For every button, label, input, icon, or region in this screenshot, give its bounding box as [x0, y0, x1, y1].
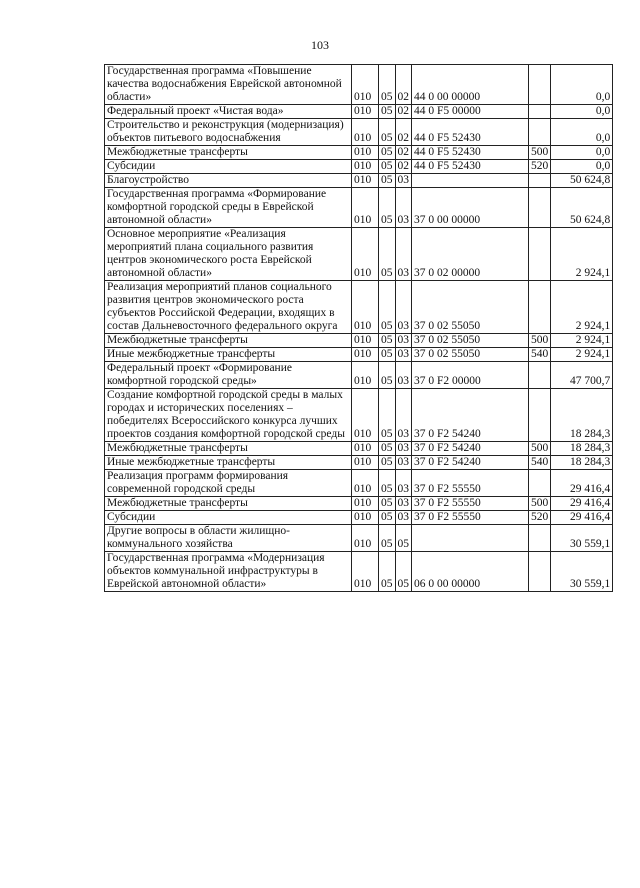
target-article-cell: 06 0 00 00000	[412, 552, 529, 592]
admin-code-cell: 010	[352, 511, 379, 525]
row-name-cell: Создание комфортной городской среды в малых городах и исторических поселениях – победителях Всероссийского конкурса лучших проектов создания комфортной городской среды	[105, 389, 352, 442]
row-name-cell: Основное мероприятие «Реализация мероприятий плана социального развития центров экономического роста Еврейской автономной области»	[105, 228, 352, 281]
amount-cell: 18 284,3	[551, 389, 613, 442]
amount-cell: 2 924,1	[551, 281, 613, 334]
expense-type-cell	[529, 65, 551, 105]
row-name-cell: Межбюджетные трансферты	[105, 146, 352, 160]
subsection-code-cell: 03	[395, 456, 412, 470]
target-article-cell: 44 0 F5 52430	[412, 119, 529, 146]
target-article-cell: 37 0 F2 55550	[412, 470, 529, 497]
row-name-cell: Благоустройство	[105, 174, 352, 188]
amount-cell: 18 284,3	[551, 442, 613, 456]
amount-cell: 2 924,1	[551, 228, 613, 281]
target-article-cell	[412, 174, 529, 188]
expense-type-cell: 500	[529, 497, 551, 511]
budget-table-body	[105, 65, 613, 592]
target-article-cell: 37 0 00 00000	[412, 188, 529, 228]
target-article-cell: 44 0 F5 52430	[412, 160, 529, 174]
amount-cell: 29 416,4	[551, 470, 613, 497]
subsection-code-cell: 02	[395, 105, 412, 119]
subsection-code-cell: 03	[395, 174, 412, 188]
section-code-cell: 05	[379, 470, 396, 497]
section-code-cell: 05	[379, 362, 396, 389]
table-row	[105, 348, 613, 362]
amount-cell: 29 416,4	[551, 511, 613, 525]
expense-type-cell	[529, 525, 551, 552]
row-name-cell: Реализация мероприятий планов социального развития центров экономического роста субъектов Российской Федерации, входящих в состав Дальневосточного федерального округа	[105, 281, 352, 334]
admin-code-cell: 010	[352, 119, 379, 146]
table-row	[105, 525, 613, 552]
subsection-code-cell: 03	[395, 511, 412, 525]
section-code-cell: 05	[379, 525, 396, 552]
subsection-code-cell: 03	[395, 334, 412, 348]
target-article-cell: 37 0 02 55050	[412, 348, 529, 362]
amount-cell: 29 416,4	[551, 497, 613, 511]
expense-type-cell: 500	[529, 442, 551, 456]
expense-type-cell: 520	[529, 511, 551, 525]
admin-code-cell: 010	[352, 334, 379, 348]
table-row	[105, 334, 613, 348]
expense-type-cell	[529, 389, 551, 442]
expense-type-cell	[529, 470, 551, 497]
table-row	[105, 442, 613, 456]
section-code-cell: 05	[379, 511, 396, 525]
amount-cell: 0,0	[551, 65, 613, 105]
expense-type-cell: 540	[529, 456, 551, 470]
row-name-cell: Строительство и реконструкция (модернизация) объектов питьевого водоснабжения	[105, 119, 352, 146]
admin-code-cell: 010	[352, 456, 379, 470]
row-name-cell: Межбюджетные трансферты	[105, 442, 352, 456]
table-row	[105, 228, 613, 281]
target-article-cell: 37 0 F2 55550	[412, 497, 529, 511]
section-code-cell: 05	[379, 160, 396, 174]
admin-code-cell: 010	[352, 442, 379, 456]
subsection-code-cell: 02	[395, 160, 412, 174]
amount-cell: 30 559,1	[551, 552, 613, 592]
target-article-cell: 37 0 F2 55550	[412, 511, 529, 525]
subsection-code-cell: 03	[395, 389, 412, 442]
admin-code-cell: 010	[352, 281, 379, 334]
amount-cell: 0,0	[551, 160, 613, 174]
section-code-cell: 05	[379, 552, 396, 592]
expense-type-cell	[529, 174, 551, 188]
subsection-code-cell: 03	[395, 228, 412, 281]
amount-cell: 0,0	[551, 105, 613, 119]
table-row	[105, 146, 613, 160]
row-name-cell: Межбюджетные трансферты	[105, 497, 352, 511]
page-number: 103	[311, 38, 329, 52]
section-code-cell: 05	[379, 105, 396, 119]
expense-type-cell	[529, 188, 551, 228]
row-name-cell: Государственная программа «Модернизация объектов коммунальной инфраструктуры в Еврейской автономной области»	[105, 552, 352, 592]
target-article-cell: 37 0 02 55050	[412, 281, 529, 334]
admin-code-cell: 010	[352, 497, 379, 511]
expense-type-cell	[529, 119, 551, 146]
target-article-cell: 44 0 F5 52430	[412, 146, 529, 160]
table-row	[105, 65, 613, 105]
amount-cell: 0,0	[551, 146, 613, 160]
row-name-cell: Субсидии	[105, 160, 352, 174]
admin-code-cell: 010	[352, 160, 379, 174]
target-article-cell: 37 0 02 55050	[412, 334, 529, 348]
expense-type-cell: 500	[529, 146, 551, 160]
section-code-cell: 05	[379, 65, 396, 105]
section-code-cell: 05	[379, 497, 396, 511]
section-code-cell: 05	[379, 146, 396, 160]
amount-cell: 47 700,7	[551, 362, 613, 389]
row-name-cell: Иные межбюджетные трансферты	[105, 456, 352, 470]
admin-code-cell: 010	[352, 105, 379, 119]
amount-cell: 30 559,1	[551, 525, 613, 552]
expense-type-cell	[529, 552, 551, 592]
expense-type-cell: 520	[529, 160, 551, 174]
admin-code-cell: 010	[352, 348, 379, 362]
expense-type-cell: 500	[529, 334, 551, 348]
table-row	[105, 456, 613, 470]
row-name-cell: Государственная программа «Повышение качества водоснабжения Еврейской автономной области»	[105, 65, 352, 105]
admin-code-cell: 010	[352, 174, 379, 188]
admin-code-cell: 010	[352, 65, 379, 105]
subsection-code-cell: 03	[395, 362, 412, 389]
table-row	[105, 389, 613, 442]
admin-code-cell: 010	[352, 552, 379, 592]
admin-code-cell: 010	[352, 228, 379, 281]
expense-type-cell	[529, 228, 551, 281]
amount-cell: 18 284,3	[551, 456, 613, 470]
section-code-cell: 05	[379, 188, 396, 228]
section-code-cell: 05	[379, 456, 396, 470]
table-row	[105, 160, 613, 174]
subsection-code-cell: 02	[395, 119, 412, 146]
table-row	[105, 188, 613, 228]
expense-type-cell	[529, 281, 551, 334]
amount-cell: 0,0	[551, 119, 613, 146]
section-code-cell: 05	[379, 389, 396, 442]
admin-code-cell: 010	[352, 362, 379, 389]
table-row	[105, 470, 613, 497]
section-code-cell: 05	[379, 348, 396, 362]
table-row	[105, 281, 613, 334]
target-article-cell: 37 0 F2 54240	[412, 442, 529, 456]
admin-code-cell: 010	[352, 188, 379, 228]
row-name-cell: Федеральный проект «Формирование комфортной городской среды»	[105, 362, 352, 389]
row-name-cell: Субсидии	[105, 511, 352, 525]
row-name-cell: Иные межбюджетные трансферты	[105, 348, 352, 362]
subsection-code-cell: 03	[395, 348, 412, 362]
section-code-cell: 05	[379, 174, 396, 188]
table-row	[105, 119, 613, 146]
row-name-cell: Государственная программа «Формирование комфортной городской среды в Еврейской автономной области»	[105, 188, 352, 228]
subsection-code-cell: 02	[395, 65, 412, 105]
table-row	[105, 174, 613, 188]
amount-cell: 2 924,1	[551, 334, 613, 348]
subsection-code-cell: 03	[395, 442, 412, 456]
amount-cell: 50 624,8	[551, 174, 613, 188]
row-name-cell: Реализация программ формирования современной городской среды	[105, 470, 352, 497]
section-code-cell: 05	[379, 442, 396, 456]
target-article-cell: 44 0 F5 00000	[412, 105, 529, 119]
expense-type-cell	[529, 105, 551, 119]
admin-code-cell: 010	[352, 146, 379, 160]
table-row	[105, 511, 613, 525]
budget-table	[104, 64, 613, 592]
table-row	[105, 552, 613, 592]
target-article-cell: 37 0 F2 54240	[412, 456, 529, 470]
admin-code-cell: 010	[352, 470, 379, 497]
target-article-cell	[412, 525, 529, 552]
section-code-cell: 05	[379, 228, 396, 281]
expense-type-cell	[529, 362, 551, 389]
subsection-code-cell: 03	[395, 188, 412, 228]
table-row	[105, 105, 613, 119]
section-code-cell: 05	[379, 334, 396, 348]
subsection-code-cell: 03	[395, 470, 412, 497]
admin-code-cell: 010	[352, 525, 379, 552]
section-code-cell: 05	[379, 281, 396, 334]
target-article-cell: 37 0 02 00000	[412, 228, 529, 281]
row-name-cell: Межбюджетные трансферты	[105, 334, 352, 348]
subsection-code-cell: 02	[395, 146, 412, 160]
table-row	[105, 497, 613, 511]
amount-cell: 50 624,8	[551, 188, 613, 228]
target-article-cell: 44 0 00 00000	[412, 65, 529, 105]
target-article-cell: 37 0 F2 54240	[412, 389, 529, 442]
subsection-code-cell: 03	[395, 281, 412, 334]
subsection-code-cell: 03	[395, 497, 412, 511]
row-name-cell: Другие вопросы в области жилищно-коммунального хозяйства	[105, 525, 352, 552]
row-name-cell: Федеральный проект «Чистая вода»	[105, 105, 352, 119]
amount-cell: 2 924,1	[551, 348, 613, 362]
expense-type-cell: 540	[529, 348, 551, 362]
subsection-code-cell: 05	[395, 525, 412, 552]
table-row	[105, 362, 613, 389]
admin-code-cell: 010	[352, 389, 379, 442]
target-article-cell: 37 0 F2 00000	[412, 362, 529, 389]
subsection-code-cell: 05	[395, 552, 412, 592]
section-code-cell: 05	[379, 119, 396, 146]
